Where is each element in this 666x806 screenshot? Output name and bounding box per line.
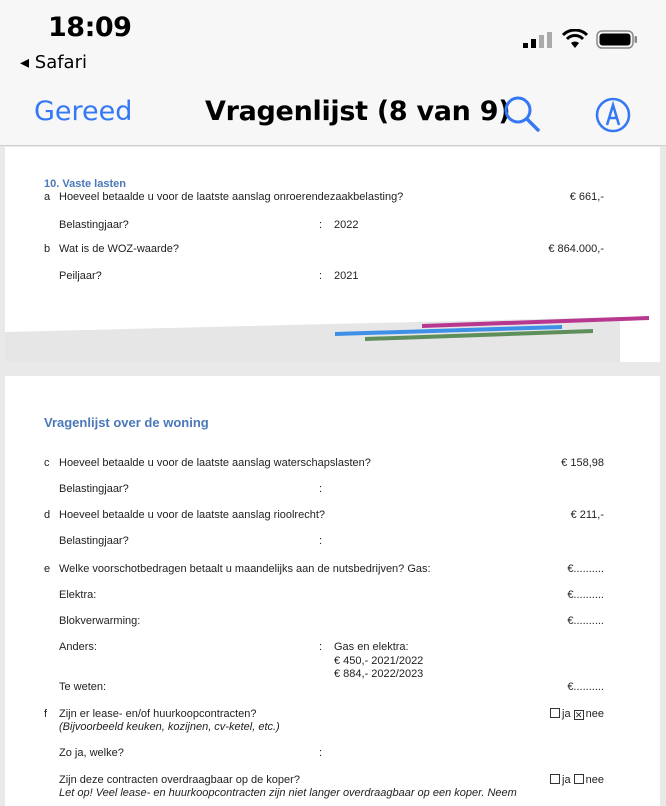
document-title: Vragenlijst (8 van 9)	[205, 96, 511, 127]
colon: :	[319, 535, 323, 547]
wifi-icon	[562, 29, 588, 49]
anders-line: € 884,- 2022/2023	[334, 668, 424, 680]
anders-line: € 450,- 2021/2022	[334, 655, 424, 667]
pdf-page-8	[5, 147, 660, 362]
battery-icon	[596, 30, 638, 49]
footer-decoration	[5, 307, 660, 362]
question-f: Zijn er lease- en/of huurkoopcontracten?	[59, 708, 257, 720]
colon: :	[319, 219, 323, 231]
label-te-weten: Te weten:	[59, 681, 107, 693]
amount-b: € 864.000,-	[548, 243, 604, 255]
pdf-page-9	[5, 376, 660, 806]
colon: :	[319, 270, 323, 282]
transfer-choice	[550, 774, 604, 786]
done-button[interactable]: Gereed	[34, 96, 133, 127]
label-zo-ja: Zo ja, welke?	[59, 747, 124, 759]
amount-blokverwarming: €..........	[567, 615, 604, 627]
label-belastingjaar: Belastingjaar?	[59, 219, 129, 231]
anders-line: Gas en elektra:	[334, 641, 409, 653]
question-c: Hoeveel betaalde u voor de laatste aanslag waterschapslasten?	[59, 457, 371, 469]
item-letter: c	[44, 457, 50, 469]
navigation-bar	[0, 80, 666, 146]
amount-te-weten: €..........	[567, 681, 604, 693]
label-ja: ja	[562, 774, 571, 786]
checkbox-nee-checked[interactable]: ✕	[574, 710, 583, 720]
question-transfer: Zijn deze contracten overdraagbaar op de koper?	[59, 774, 300, 786]
signal-icon	[523, 32, 557, 48]
page-heading: Vragenlijst over de woning	[44, 415, 209, 430]
question-f-hint: (Bijvoorbeeld keuken, kozijnen, cv-ketel, etc.)	[59, 721, 280, 733]
label-elektra: Elektra:	[59, 589, 97, 601]
item-letter: f	[44, 708, 48, 720]
item-letter: d	[44, 509, 51, 521]
section-heading: 10. Vaste lasten	[44, 178, 126, 190]
colon: :	[319, 747, 323, 759]
back-to-safari[interactable]: ◂ Safari	[20, 52, 87, 73]
status-bar	[0, 0, 666, 80]
label-peiljaar: Peiljaar?	[59, 270, 102, 282]
amount-gas: €..........	[567, 563, 604, 575]
label-belastingjaar: Belastingjaar?	[59, 483, 129, 495]
checkbox-ja[interactable]	[550, 708, 560, 718]
value-peiljaar: 2021	[334, 270, 359, 282]
search-icon[interactable]	[503, 95, 541, 133]
value-belastingjaar: 2022	[334, 219, 359, 231]
markup-icon[interactable]	[594, 96, 632, 134]
label-belastingjaar: Belastingjaar?	[59, 535, 129, 547]
amount-elektra: €..........	[567, 589, 604, 601]
label-anders: Anders:	[59, 641, 97, 653]
question-a: Hoeveel betaalde u voor de laatste aanslag onroerendezaakbelasting?	[59, 191, 404, 203]
checkbox-nee[interactable]	[574, 774, 584, 784]
lease-choice	[550, 708, 604, 720]
label-nee: nee	[585, 708, 604, 720]
back-app-label: Safari	[34, 52, 87, 73]
question-d: Hoeveel betaalde u voor de laatste aanslag rioolrecht?	[59, 509, 326, 521]
item-letter: b	[44, 243, 51, 255]
label-blokverwarming: Blokverwarming:	[59, 615, 141, 627]
label-ja: ja	[562, 708, 571, 720]
amount-d: € 211,-	[570, 509, 604, 521]
question-e: Welke voorschotbedragen betaalt u maandelijks aan de nutsbedrijven? Gas:	[59, 563, 431, 575]
clock: 18:09	[48, 12, 132, 43]
amount-a: € 661,-	[569, 191, 604, 203]
item-letter: a	[44, 191, 51, 203]
amount-c: € 158,98	[561, 457, 604, 469]
colon: :	[319, 483, 323, 495]
checkbox-ja[interactable]	[550, 774, 560, 784]
transfer-note: Let op! Veel lease- en huurkoopcontracten zijn niet langer overdraagbaar op een koper. Neem	[59, 787, 517, 799]
colon: :	[319, 641, 323, 653]
question-b: Wat is de WOZ-waarde?	[59, 243, 180, 255]
item-letter: e	[44, 563, 51, 575]
label-nee: nee	[585, 774, 604, 786]
